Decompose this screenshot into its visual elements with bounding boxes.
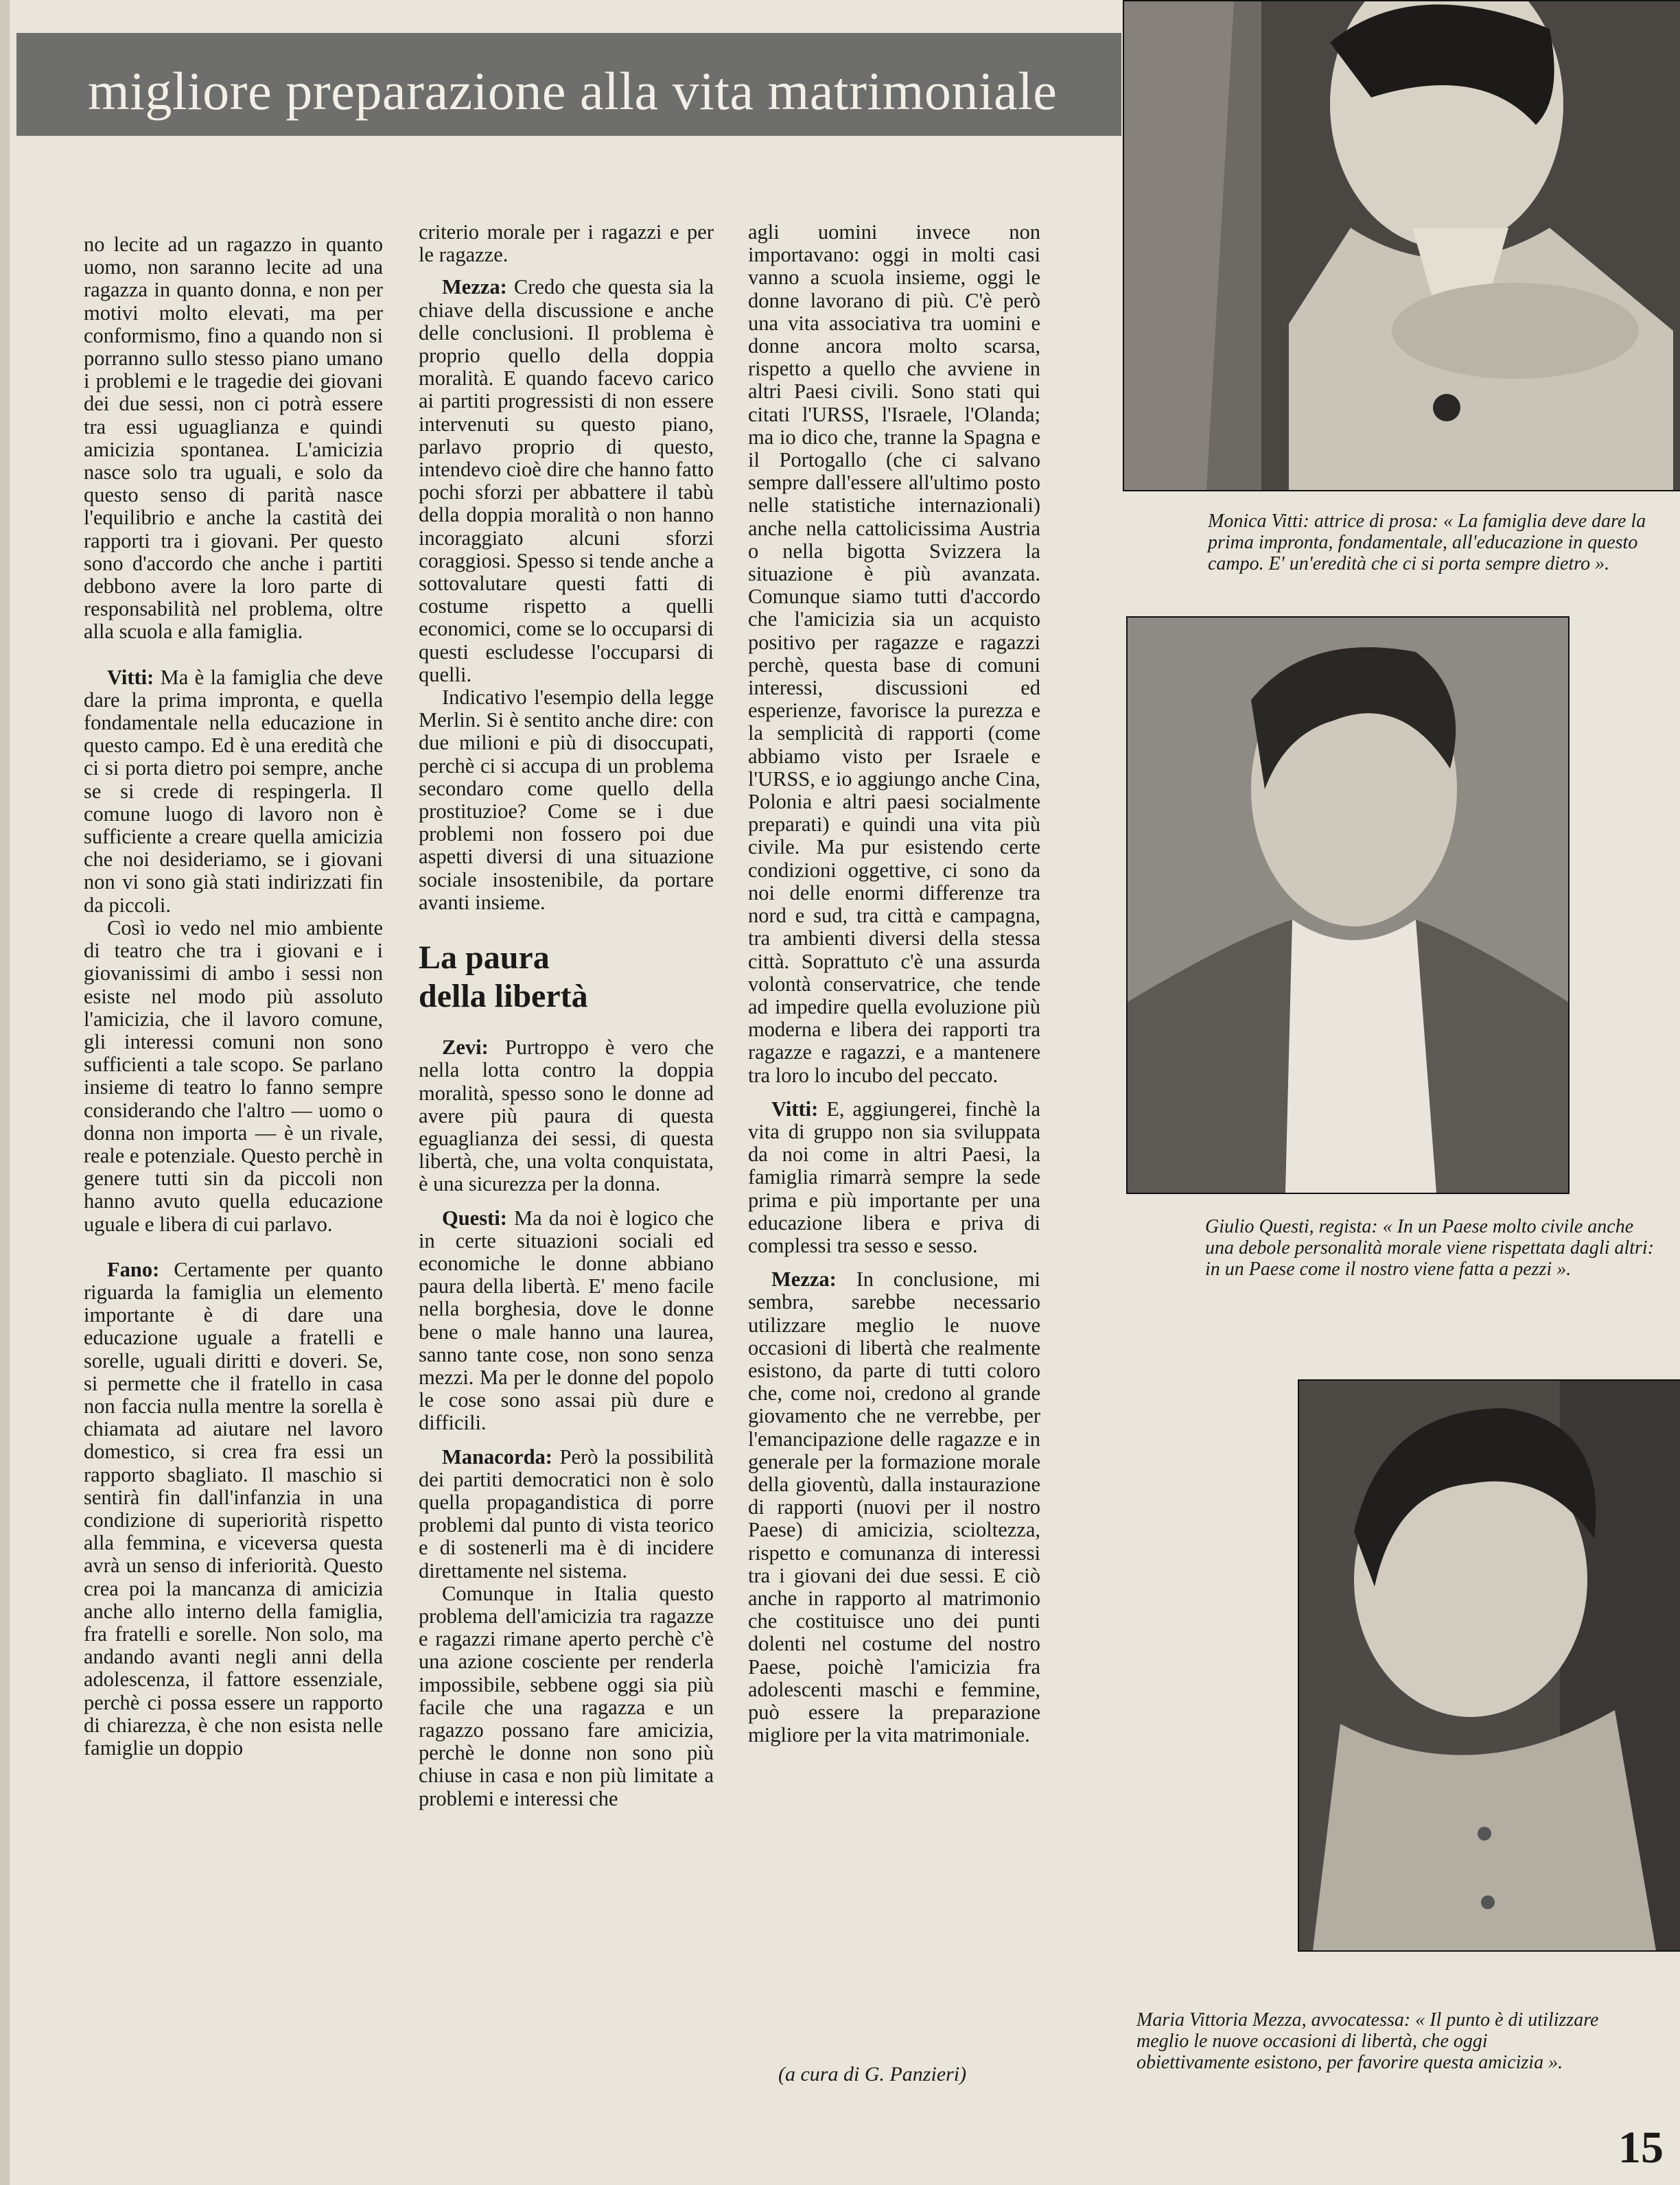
speaker-text: Ma è la famiglia che deve dare la prima impronta, e quella fondamentale nella educazione in questo campo. Ed è una eredità che ci si porta dietro poi sempre, anche se si crede di respingerla. Il comune luogo di lavoro non è sufficiente a creare quella amicizia che noi desideriamo, se i giovani non vi sono già stati indirizzati fin da piccoli. [84, 665, 383, 917]
photo-caption-vitti: Monica Vitti: attrice di prosa: « La famiglia deve dare la prima impronta, fondamentale, all'educazione in questo campo. E' un'eredità che ci si porta sempre dietro ». [1208, 511, 1646, 574]
photo-monica-vitti [1123, 0, 1680, 491]
paragraph: Comunque in Italia questo problema dell'amicizia tra ragazze e ragazzi rimane aperto perchè c'è una azione cosciente per renderla impossibile, sebbene oggi sia più facile che una ragazza e un ragazzo possano fare amicizia, perchè le donne non sono più chiuse in casa e non più limitate a problemi e interessi che [419, 1581, 714, 1810]
text-column-3 [748, 221, 1040, 1746]
speaker-name: Vitti: [107, 665, 154, 689]
page-number: 15 [1618, 2123, 1664, 2173]
speaker-text: E, aggiungerei, finchè la vita di gruppo non sia sviluppata da noi come in altri Paesi, la famiglia rimarrà sempre la sede prima e più importante per una educazione libera e priva di complessi tra sesso e sesso. [748, 1097, 1040, 1257]
speaker-text: Purtroppo è vero che nella lotta contro la doppia moralità, spesso sono le donne ad avere più paura di questa eguaglianza dei sessi, di questa libertà, che, una volta conquistata, è una sicurezza per la donna. [419, 1036, 714, 1196]
subheading-line: della libertà [419, 978, 588, 1015]
speaker-name: Fano: [107, 1257, 160, 1281]
speaker-text: Ma da noi è logico che in certe situazioni sociali ed economiche le donne abbiano paura della libertà. E' meno facile nella borghesia, dove le donne bene o male hanno una laurea, sanno tante cose, non sono senza mezzi. Ma per le donne del popolo le cose sono assai più dure e difficili. [419, 1206, 714, 1435]
speaker-name: Mezza: [442, 275, 507, 299]
speaker-text: In conclusione, mi sembra, sarebbe necessario utilizzare meglio le nuove occasioni di libertà che realmente esistono, da parte di tutti coloro che, come noi, credono al grande giovamento che ne verrebbe, per l'emancipazione delle ragazze e in generale per la formazione morale della gioventù, dalla instaurazione di rapporti (nuovi per il nostro Paese) di amicizia, scioltezza, rispetto e comunanza di interessi tra i giovani dei due sessi. E ciò anche in rapporto al matrimonio che costituisce uno dei punti dolenti nel costume del nostro Paese, poichè l'amicizia fra adolescenti maschi e femmine, può essere la preparazione migliore per la vita matrimoniale. [748, 1267, 1040, 1747]
paragraph-questi [419, 1207, 714, 1435]
photo-caption-mezza: Maria Vittoria Mezza, avvocatessa: « Il punto è di utilizzare meglio le nuove occasioni di libertà, che oggi obiettivamente esistono, per favorire questa amicizia ». [1136, 2009, 1599, 2073]
paragraph-manacorda [419, 1446, 714, 1582]
portrait-illustration [1128, 618, 1568, 1193]
photo-giulio-questi [1126, 616, 1570, 1194]
paragraph: Indicativo l'esempio della legge Merlin. Si è sentito anche dire: con due milioni e più di disoccupati, perchè ci si accupa di un problema secondaro come quello della prostituzioe? Come se i due problemi non fossero poi due aspetti diversi di una situazione sociale insostenibile, da portare avanti insieme. [419, 686, 714, 914]
paragraph: Così io vedo nel mio ambiente di teatro che tra i giovani e i giovanissimi di ambo i sessi non esiste nel modo più assoluto l'amicizia, che il lavoro comune, gli interessi comuni non sono sufficienti a tale scopo. Se parlano insieme di teatro lo fanno sempre considerando che l'altro — uomo o donna non importa — è un rivale, reale e potenziale. Questo perchè in genere tutti sin da piccoli non hanno avuto quella educazione uguale e libera di cui parlavo. [84, 915, 383, 1236]
speaker-name: Zevi: [442, 1036, 489, 1060]
section-subheading [419, 939, 714, 1016]
subheading-line: La paura [419, 939, 550, 977]
photo-maria-vittoria-mezza [1298, 1379, 1680, 1952]
speaker-text: Però la possibilità dei partiti democratici non è solo quella propagandistica di porre problemi dal punto di vista teorico e di sostenerli ma è di incidere direttamente nel sistema. [419, 1445, 714, 1582]
text-column-1 [84, 233, 383, 1760]
paragraph-vitti [84, 666, 383, 917]
text-column-2 [419, 221, 714, 1810]
paragraph-vitti [748, 1098, 1040, 1257]
portrait-illustration [1124, 1, 1680, 490]
paragraph: no lecite ad un ragazzo in quanto uomo, non saranno lecite ad una ragazza in quanto donna, e non per motivi molto elevati, ma per conformismo, fino a quando non si porranno sullo stesso piano umano i problemi e le tragedie dei giovani dei due sessi, non ci potrà essere tra essi uguaglianza e quindi amicizia spontanea. L'amicizia nasce solo tra uguali, e solo da questo senso di parità nasce l'equilibrio e anche la castità dei rapporti tra i giovani. Per questo sono d'accordo che anche i partiti debbono avere la loro parte di responsabilità nel problema, oltre alla scuola e alla famiglia. [84, 233, 383, 644]
portrait-illustration [1299, 1381, 1680, 1950]
speaker-name: Manacorda: [442, 1445, 552, 1469]
speaker-text: Certamente per quanto riguarda la famiglia un elemento importante è di dare una educazione uguale a fratelli e sorelle, uguali diritti e doveri. Se, si permette che il fratello in casa non faccia nulla mentre la sorella è chiamata ad aiutare nel lavoro domestico, si crea fra essi un rapporto sbagliato. Il maschio si sentirà fin dall'infanzia in una condizione di superiorità rispetto alla femmina, e viceversa questa avrà un senso di inferiorità. Questo crea poi la mancanza di amicizia anche allo interno della famiglia, fra fratelli e sorelle. Non solo, ma andando avanti negli anni della adolescenza, il fattore essenziale, perchè ci possa essere un rapporto di chiarezza, è che non esista nelle famiglie un doppio [84, 1257, 384, 1760]
speaker-name: Questi: [442, 1206, 507, 1230]
paragraph-fano [84, 1259, 383, 1760]
paragraph-mezza [748, 1268, 1040, 1746]
speaker-text: Credo che questa sia la chiave della discussione e anche delle conclusioni. Il problema è proprio quello della doppia moralità. E quando facevo carico ai partiti progressisti di non essere intervenuti su questo piano, parlavo proprio di questo, intendevo cioè dire che hanno fatto pochi sforzi per abbattere il tabù della doppia moralità o non hanno incoraggiato alcuni sforzi coraggiosi. Spesso si tende anche a sottovalutare questi fatti di costume rispetto a quelli economici, come se lo occuparsi di questi escludesse l'occuparsi di quelli. [419, 275, 714, 686]
speaker-name: Mezza: [771, 1267, 837, 1292]
headline-banner [16, 33, 1121, 136]
headline-text: migliore preparazione alla vita matrimoniale [88, 61, 1058, 121]
paragraph-mezza [419, 276, 714, 686]
paragraph: agli uomini invece non importavano: oggi in molti casi vanno a scuola insieme, oggi le donne lavorano di più. C'è però una vita associativa tra uomini e donne ancora molto scarsa, rispetto a quello che avviene in altri Paesi civili. Sono stati qui citati l'URSS, l'Israele, l'Olanda; ma io dico che, tranne la Spagna e il Portogallo (che ci salvano sempre dall'essere all'ultimo posto nelle statistiche internazionali) anche nella cattolicissima Austria o nella bigotta Svizzera la situazione è più avanzata. Comunque siamo tutti d'accordo che l'amicizia sia un acquisto positivo per ragazze e ragazzi perchè, questa base di comuni interessi, discussioni ed esperienze, favorisce la purezza e la semplicità di rapporti (come abbiamo visto per Israele e l'URSS, e io aggiungo anche Cina, Polonia e altri paesi socialmente preparati) e quindi una vita più civile. Ma pur esistendo certe condizioni oggettive, ci sono da noi delle enormi differenze tra nord e sud, tra città e campagna, tra ambienti diversi della stessa città. Soprattuto c'è una assurda volontà conservatrice, che tende ad impedire quella evoluzione più moderna e libera dei rapporti tra ragazze e ragazzi, e a mantenere tra loro lo incubo del peccato. [748, 220, 1040, 1087]
article-credit: (a cura di G. Panzieri) [778, 2063, 967, 2085]
speaker-name: Vitti: [771, 1097, 819, 1121]
paragraph-zevi [419, 1036, 714, 1195]
page-binding-edge [0, 0, 10, 2185]
paragraph: criterio morale per i ragazzi e per le ragazze. [419, 220, 714, 267]
photo-caption-questi: Giulio Questi, regista: « In un Paese molto civile anche una debole personalità morale viene rispettata dagli altri: in un Paese come il nostro viene fatta a pezzi ». [1205, 1216, 1655, 1280]
